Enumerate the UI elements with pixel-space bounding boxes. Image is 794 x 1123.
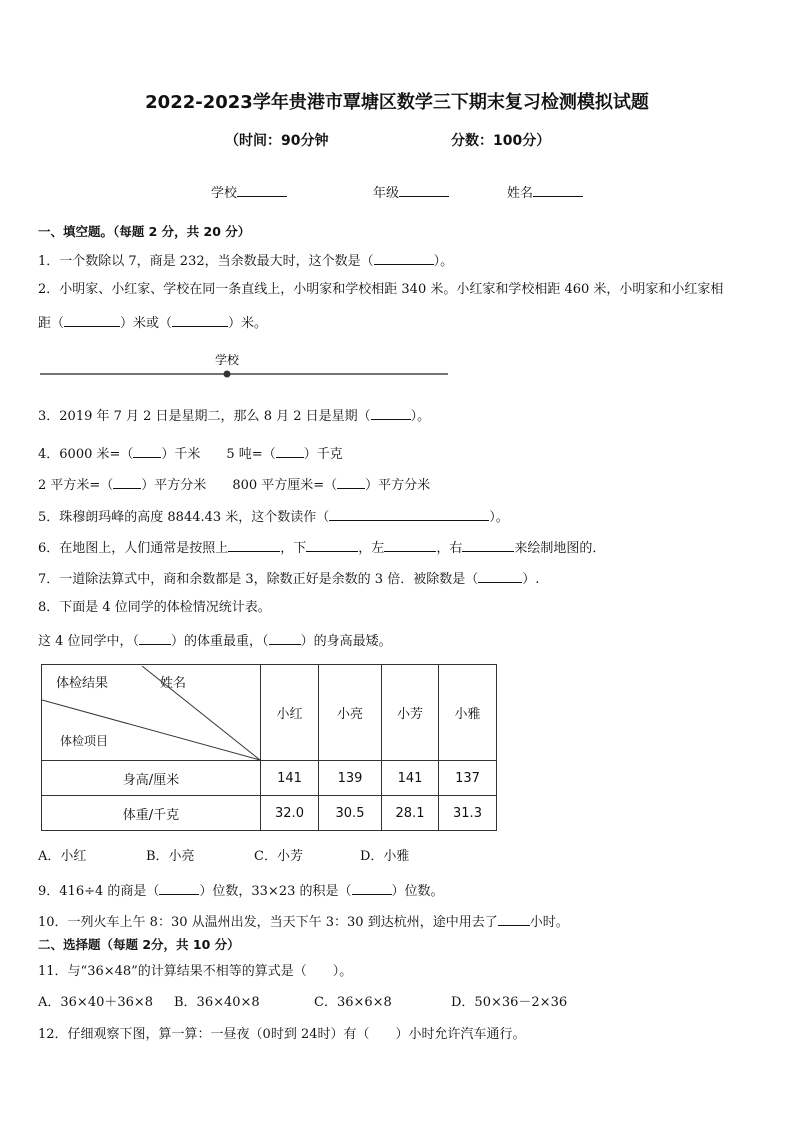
- school-point-label: 学校: [214, 353, 240, 367]
- question-6: 6．在地图上，人们通常是按照上 ，下 ，左 ，右 来绘制地图的．: [38, 537, 605, 558]
- table-cell: 28.1: [382, 796, 439, 831]
- answer-blank: [228, 537, 280, 552]
- answer-blank: [133, 443, 161, 458]
- option-a: A．36×40＋36×8: [38, 995, 154, 1010]
- question-4-line-2: 2 平方米=（ ）平方分米 800 平方厘米=（ ）平方分米: [38, 474, 430, 495]
- table-row: [42, 761, 497, 796]
- question-11-options: [38, 994, 567, 1012]
- answer-blank: [337, 474, 365, 489]
- answer-blank: [371, 405, 411, 420]
- school-label: 学校: [211, 186, 238, 201]
- question-2-line-1: 2．小明家、小红家、学校在同一条直线上，小明家和学校相距 340 米。小红家和学校相距 460 米，小明家和小红家相: [38, 282, 724, 297]
- row-label: 身高/厘米: [42, 761, 261, 796]
- option-c: C．小芳: [254, 849, 303, 864]
- question-2-line-2: 距（ ）米或（ ）米。: [38, 312, 267, 333]
- student-header: 小红: [261, 665, 319, 761]
- answer-blank: [269, 630, 301, 645]
- question-4-line-1: 4．6000 米=（ ）千米 5 吨=（ ）千克: [38, 443, 343, 464]
- question-5: 5．珠穆朗玛峰的高度 8844.43 米，这个数读作（ ）。: [38, 506, 509, 527]
- question-9: 9．416÷4 的商是（ ）位数，33×23 的积是（ ）位数。: [38, 880, 444, 901]
- table-cell: 32.0: [261, 796, 319, 831]
- question-7: 7．一道除法算式中，商和余数都是 3，除数正好是余数的 3 倍．被除数是（ ）.: [38, 568, 539, 589]
- answer-blank: [384, 537, 436, 552]
- school-line-svg: [38, 352, 450, 382]
- answer-blank: [498, 911, 530, 926]
- question-3: 3．2019 年 7 月 2 日是星期二，那么 8 月 2 日是星期（ ）。: [38, 405, 430, 426]
- answer-blank: [276, 443, 304, 458]
- option-b: B．36×40×8: [174, 995, 260, 1010]
- table-cell: 137: [439, 761, 497, 796]
- exam-score: 分数：100分）: [451, 133, 551, 149]
- grade-field: [373, 182, 449, 201]
- option-b: B．小亮: [146, 849, 195, 864]
- question-1: 1．一个数除以 7，商是 232，当余数最大时，这个数是（ ）。: [38, 250, 453, 271]
- exam-time: （时间：90分钟: [225, 133, 329, 149]
- table-corner-cell: [42, 665, 261, 761]
- answer-blank: [306, 537, 358, 552]
- table-cell: 141: [261, 761, 319, 796]
- question-8-options: [38, 848, 409, 866]
- school-blank: [237, 182, 287, 197]
- answer-blank: [352, 880, 392, 895]
- school-point-icon: [224, 371, 231, 378]
- answer-blank: [159, 880, 199, 895]
- table-cell: 30.5: [319, 796, 382, 831]
- exam-meta: [225, 130, 625, 150]
- table-cell: 141: [382, 761, 439, 796]
- page-title: 2022-2023学年贵港市覃塘区数学三下期末复习检测模拟试题: [145, 92, 649, 113]
- answer-blank: [462, 537, 514, 552]
- table-header-row: [42, 665, 497, 761]
- question-12: 12．仔细观察下图，算一算：一昼夜（0时到 24时）有（ ）小时允许汽车通行。: [38, 1027, 526, 1042]
- student-header: 小芳: [382, 665, 439, 761]
- corner-item-label: 体检项目: [60, 733, 109, 748]
- answer-blank: [139, 630, 171, 645]
- school-line-diagram: [38, 352, 450, 382]
- option-c: C．36×6×8: [314, 995, 392, 1010]
- answer-blank: [113, 474, 141, 489]
- name-label: 姓名: [507, 186, 534, 201]
- question-10: 10．一列火车上午 8：30 从温州出发，当天下午 3：30 到达杭州，途中用去了 小时。: [38, 911, 569, 932]
- grade-label: 年级: [373, 186, 400, 201]
- answer-blank: [329, 506, 489, 521]
- school-field: [211, 182, 287, 201]
- corner-name-label: 姓名: [160, 675, 187, 691]
- question-8-line-1: 8．下面是 4 位同学的体检情况统计表。: [38, 600, 271, 615]
- grade-blank: [399, 182, 449, 197]
- question-8-line-2: 这 4 位同学中，（ ）的体重最重，（ ）的身高最矮。: [38, 630, 392, 651]
- option-d: D．小雅: [360, 849, 410, 864]
- row-label: 体重/千克: [42, 796, 261, 831]
- option-d: D．50×36－2×36: [451, 995, 568, 1010]
- answer-blank: [64, 312, 120, 327]
- answer-blank: [172, 312, 228, 327]
- answer-blank: [374, 250, 434, 265]
- table-row: [42, 796, 497, 831]
- name-field: [507, 182, 583, 201]
- option-a: A．小红: [38, 849, 87, 864]
- corner-result-label: 体检结果: [56, 675, 109, 691]
- student-header: 小雅: [439, 665, 497, 761]
- section-fill-blank-heading: 一、填空题。（每题 2 分，共 20 分）: [38, 224, 251, 239]
- student-header: 小亮: [319, 665, 382, 761]
- table-cell: 139: [319, 761, 382, 796]
- health-check-table: [41, 664, 497, 831]
- section-choice-heading: 二、选择题（每题 2分，共 10 分）: [38, 937, 240, 952]
- table-cell: 31.3: [439, 796, 497, 831]
- answer-blank: [478, 568, 522, 583]
- question-11: 11．与“36×48”的计算结果不相等的算式是（ ）。: [38, 964, 353, 979]
- name-blank: [533, 182, 583, 197]
